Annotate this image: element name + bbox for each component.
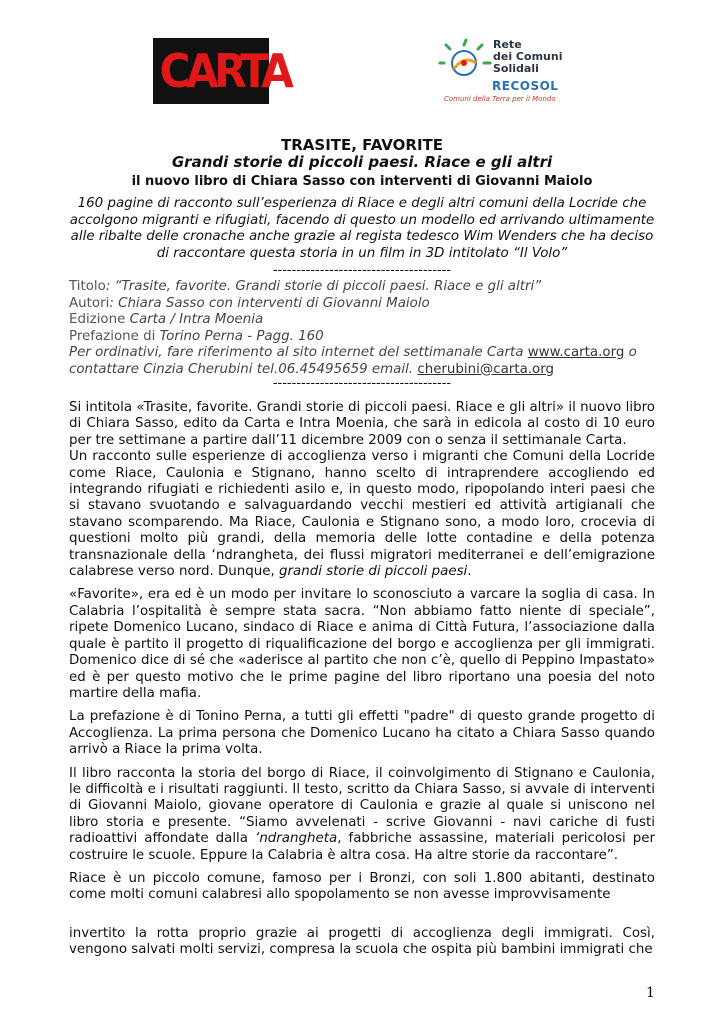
meta-titolo-value: : “Trasite, favorite. Grandi storie di piccoli paesi. Riace e gli altri” xyxy=(105,279,542,294)
carta-logo-text: CARTA xyxy=(159,44,290,98)
recosol-rete-line-2: dei Comuni xyxy=(493,50,563,63)
intro-paragraph: 160 pagine di racconto sull’esperienza di Riace e degli altri comuni della Locride che accolgono migranti e rifugiati, facendo di questo un modello ed arrivando ultimamente alle ribalte delle cronache anche grazie al regista tedesco Wim Wenders che ha deciso di raccontare questa storia in un film in 3D intitolato “Il Volo” xyxy=(69,196,655,261)
meta-autori-label: Autori xyxy=(69,295,110,311)
meta-prefazione xyxy=(69,329,669,345)
document-byline: il nuovo libro di Chiara Sasso con interventi di Giovanni Maiolo xyxy=(131,174,593,189)
recosol-sun-icon xyxy=(440,39,492,91)
paragraph-7: invertito la rotta proprio grazie ai progetti di accoglienza degli immigrati. Così, vengono salvati molti servizi, compresa la scuola che ospita più bambini immigrati che xyxy=(69,925,655,958)
meta-autori xyxy=(69,296,669,312)
meta-titolo-label: Titolo xyxy=(69,279,106,294)
meta-ordini-text-3: contattare Cinzia Cherubini tel.06.45495659 email. xyxy=(69,361,418,377)
paragraph-5-end: , fabbriche assassine, materiali pericolosi per costruire le scuole. Eppure la Calabria è altra cosa. Ha altre storie da raccontare”. xyxy=(69,831,656,863)
meta-ordini-line-1 xyxy=(69,345,669,361)
paragraph-4: La prefazione è di Tonino Perna, a tutti gli effetti "padre" di questo grande progetto di Accoglienza. La prima persona che Domenico Lucano ha citato a Chiara Sasso quando arrivò a Riace la prima volta. xyxy=(69,709,655,758)
recosol-rete-line-3: Solidali xyxy=(493,62,539,75)
paragraph-6: Riace è un piccolo comune, famoso per i Bronzi, con soli 1.800 abitanti, destinato come molti comuni calabresi allo spopolamento se non avesse improvvisamente xyxy=(69,870,655,903)
paragraph-5-text: Il libro racconta la storia del borgo di Riace, il coinvolgimento di Stignano e Caulonia, le difficoltà e i risultati raggiunti. Il testo, scritto da Chiara Sasso, si avvale di interventi di Giovanni Maiolo, giovane operatore di Caulonia e grazie al quale si uniscono nel libro storia e presente. “Siamo avvelenati - scrive Giovanni - navi cariche di fusti radioattivi affondate dalla xyxy=(69,765,655,847)
meta-edizione xyxy=(69,312,669,328)
meta-edizione-label: Edizione xyxy=(69,312,130,327)
recosol-name: RECOSOL xyxy=(492,79,559,93)
recosol-network-name xyxy=(493,39,562,75)
document-title: TRASITE, FAVORITE xyxy=(281,136,443,154)
contact-email-link[interactable]: cherubini@carta.org xyxy=(417,361,554,377)
separator-top: -------------------------------------- xyxy=(272,263,452,278)
body-text xyxy=(69,400,655,959)
recosol-logo xyxy=(440,35,565,110)
recosol-rete-line-1: Rete xyxy=(493,38,522,51)
carta-logo xyxy=(153,38,290,104)
meta-prefazione-label: Prefazione di xyxy=(69,328,160,344)
meta-ordini-text-2: o xyxy=(624,345,637,360)
paragraph-1: Si intitola «Trasite, favorite. Grandi storie di piccoli paesi. Riace e gli altri» il nuovo libro di Chiara Sasso, edito da Carta e Intra Moenia, che sarà in edicola al costo di 10 euro per tre settimane a partire dall’11 dicembre 2009 con o senza il settimanale Carta. xyxy=(69,400,655,448)
meta-ordini-text-1: Per ordinativi, fare riferimento al sito internet del settimanale Carta xyxy=(69,345,528,360)
meta-titolo xyxy=(69,279,669,295)
meta-autori-value: : Chiara Sasso con interventi di Giovanni Maiolo xyxy=(109,295,430,311)
paragraph-2 xyxy=(69,449,655,580)
carta-website-link[interactable]: www.carta.org xyxy=(527,345,625,360)
meta-prefazione-value: Torino Perna - Pagg. 160 xyxy=(159,328,324,344)
meta-edizione-value: Carta / Intra Moenia xyxy=(129,312,264,327)
paragraph-2-end: . xyxy=(467,564,472,580)
paragraph-5 xyxy=(69,766,655,864)
paragraph-2-text: Un racconto sulle esperienze di accoglienza verso i migranti che Comuni della Locride come Riace, Caulonia e Stignano, hanno scelto di intraprendere accogliendo ed integrando rifugiati e richiedenti asilo e, in questo modo, ripopolando interi paesi che si stavano svuotando e salvaguardando vecchi mestieri ed attività artigianali che stavano scomparendo. Ma Riace, Caulonia e Stignano sono, a modo loro, crocevia di questioni molto più grandi, della memoria delle lotte contadine e della potenza transnazionale della ‘ndrangheta, dei flussi migratori mediterranei e dell’emigrazione calabrese verso nord. Dunque, xyxy=(69,449,655,580)
document-subtitle: Grandi storie di piccoli paesi. Riace e gli altri xyxy=(171,153,553,171)
recosol-tagline: Comuni della Terra per il Mondo xyxy=(444,95,556,103)
separator-bottom: -------------------------------------- xyxy=(272,376,452,391)
paragraph-2-italic: grandi storie di piccoli paesi xyxy=(279,564,468,580)
page-number: 1 xyxy=(646,985,655,1001)
paragraph-3: «Favorite», era ed è un modo per invitare lo sconosciuto a varcare la soglia di casa. In Calabria l’ospitalità è sempre stata sacra. “Non abbiamo fatto niente di speciale”, ripete Domenico Lucano, sindaco di Riace e anima di Città Futura, l’associazione dalla quale è partito il progetto di riqualificazione del borgo e accoglienza per gli immigrati. Domenico dice di sé che «aderisce al partito che non c’è, quello di Peppino Impastato» ed è per questo motivo che le prime pagine del libro riportano una poesia del noto martire della mafia. xyxy=(69,587,655,701)
paragraph-5-italic: ‘ndrangheta xyxy=(255,831,338,847)
